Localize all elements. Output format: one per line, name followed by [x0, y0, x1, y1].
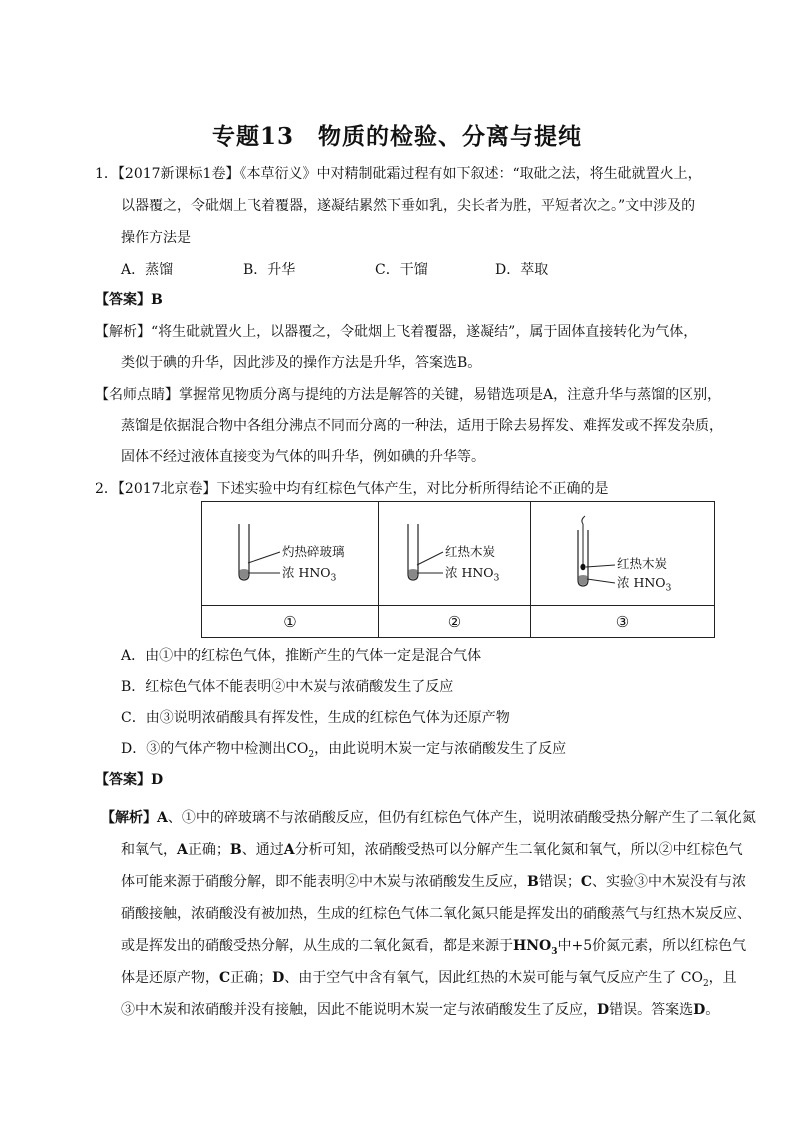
q2-analysis-sub: 3 [551, 946, 558, 957]
q2-analysis-line2 [121, 840, 743, 860]
q1-tip-line2: 蒸馏是依据混合物中各组分沸点不同而分离的一种法，适用于除去易挥发、难挥发或不挥发杂质， [121, 418, 723, 434]
q2-stem: 2．【2017北京卷】下述实验中均有红棕色气体产生，对比分析所得结论不正确的是 [95, 481, 609, 497]
q2-analysis-t: 或是挥发出的硝酸受热分解，从生成的二氧化氮看，都是来源于 [121, 938, 513, 954]
q2-analysis-t: 错误； [538, 874, 581, 890]
experiment-1-number: ① [202, 606, 379, 638]
q2-analysis-line3 [121, 872, 746, 892]
q2-analysis-b: D [272, 970, 285, 986]
q2-analysis-t: 、实验③中木炭没有与浓 [592, 874, 746, 890]
q1-analysis-line1: 【解析】“将生砒就置火上，以器覆之，令砒烟上飞着覆器，遂凝结”，属于固体直接转化为气体， [95, 324, 698, 340]
q2-analysis-b: A [283, 842, 295, 858]
exp1-acid-label: 浓 HNO [282, 565, 331, 580]
exp3-acid-sub: 3 [665, 583, 672, 594]
q2-analysis-t: ③中木炭和浓硝酸并没有接触，因此不能说明木炭一定与浓硝酸发生了反应， [121, 1002, 597, 1018]
q1-answer: 【答案】B [95, 292, 163, 308]
q2-analysis-t: 错误。答案选 [609, 1002, 694, 1018]
exp2-top-label: 红热木炭 [445, 544, 496, 559]
q2-analysis-t: 体是还原产物， [121, 970, 219, 986]
experiment-2-figure [379, 502, 531, 606]
exp3-acid-label: 浓 HNO [617, 575, 666, 590]
q2-analysis-t: 、①中的碎玻璃不与浓硝酸反应，但仍有红棕色气体产生，说明浓硝酸受热分解产生了二氧化氮 [167, 810, 756, 826]
experiment-3-figure [531, 502, 715, 606]
exp2-acid-label: 浓 HNO [445, 565, 494, 580]
q2-analysis-b: A [177, 842, 188, 858]
experiment-1-figure [202, 502, 379, 606]
q2-analysis-line6 [121, 968, 737, 994]
q1-stem-line3: 操作方法是 [121, 230, 191, 246]
q2-analysis-b: D [693, 1002, 706, 1018]
q2-analysis-b: HNO [513, 938, 552, 954]
q2-analysis-sub: 2 [702, 978, 709, 989]
q2-analysis-t: 。 [705, 1002, 720, 1018]
page-title: 专题13 物质的检验、分离与提纯 [211, 123, 582, 150]
q1-option-d: D．萃取 [495, 262, 549, 278]
q1-tip-line3: 固体不经过液体直接变为气体的叫升华，例如碘的升华等。 [121, 449, 485, 465]
q2-option-d-pre: D．③的气体产物中检测出CO [121, 741, 309, 757]
q2-analysis-heading: 【解析】 [101, 810, 157, 826]
q2-option-d-post: ，由此说明木炭一定与浓硝酸发生了反应 [314, 741, 567, 757]
q1-stem-line1: 1．【2017新课标1卷】《本草衍义》中对精制砒霜过程有如下叙述：“取砒之法，将生砒就置火上， [95, 166, 702, 182]
q1-tip-line1: 【名师点睛】掌握常见物质分离与提纯的方法是解答的关键，易错选项是A，注意升华与蒸馏的区别， [95, 387, 722, 403]
q2-analysis-t: 正确； [187, 842, 230, 858]
q2-analysis-b: C [580, 874, 592, 890]
q2-analysis-t: 、由于空气中含有氧气，因此红热的木炭可能与氧气反应产生了 CO [284, 970, 703, 986]
q2-option-c: C．由③说明浓硝酸具有挥发性，生成的红棕色气体为还原产物 [121, 710, 510, 726]
exp1-bottom-label [282, 565, 336, 587]
q2-option-a: A．由①中的红棕色气体，推断产生的气体一定是混合气体 [121, 648, 482, 664]
experiment-3-number: ③ [531, 606, 715, 638]
q2-analysis-b: B [527, 874, 539, 890]
q1-option-b: B．升华 [243, 262, 296, 278]
q2-option-d [121, 739, 566, 765]
q2-option-b: B．红棕色气体不能表明②中木炭与浓硝酸发生了反应 [121, 679, 454, 695]
q2-analysis-t: 中+5价氮元素，所以红棕色气 [557, 938, 747, 954]
q1-option-c: C．干馏 [375, 262, 428, 278]
q2-analysis-line1 [101, 808, 756, 828]
q1-option-a: A．蒸馏 [121, 262, 174, 278]
q2-analysis-line7 [121, 1000, 719, 1020]
q2-analysis-b: B [229, 842, 242, 858]
q2-analysis-t: 体可能来源于硝酸分解，即不能表明②中木炭与浓硝酸发生反应， [121, 874, 527, 890]
q2-analysis-t: ，且 [708, 970, 737, 986]
exp1-acid-sub: 3 [330, 573, 337, 584]
q2-analysis-t: 正确； [230, 970, 273, 986]
q2-analysis-t: 、通过 [241, 842, 284, 858]
q1-analysis-line2: 类似于碘的升华，因此涉及的操作方法是升华，答案选B。 [121, 355, 482, 371]
exp2-acid-sub: 3 [493, 573, 500, 584]
q2-analysis-b: D [597, 1002, 610, 1018]
q2-analysis-t: 和氧气， [121, 842, 177, 858]
exp3-bottom-label [617, 575, 671, 597]
q2-answer: 【答案】D [95, 772, 164, 788]
q1-stem-line2: 以器覆之，令砒烟上飞着覆器，遂凝结累然下垂如乳，尖长者为胜，平短者次之。”文中涉及的 [121, 198, 696, 214]
q2-analysis-b: C [219, 970, 231, 986]
q2-analysis-line5 [121, 936, 746, 962]
q2-analysis-line4: 硝酸接触，浓硝酸没有被加热，生成的红棕色气体二氧化氮只能是挥发出的硝酸蒸气与红热木炭反应、 [121, 906, 751, 922]
exp3-top-label: 红热木炭 [617, 556, 668, 571]
q2-analysis-t: 分析可知，浓硝酸受热可以分解产生二氧化氮和氧气，所以②中红棕色气 [294, 842, 743, 858]
q2-option-d-sub: 2 [308, 749, 315, 760]
q2-analysis-b: A [157, 810, 168, 826]
exp1-top-label: 灼热碎玻璃 [282, 544, 345, 559]
experiment-table [201, 501, 715, 638]
experiment-2-number: ② [379, 606, 531, 638]
exp2-bottom-label [445, 565, 499, 587]
